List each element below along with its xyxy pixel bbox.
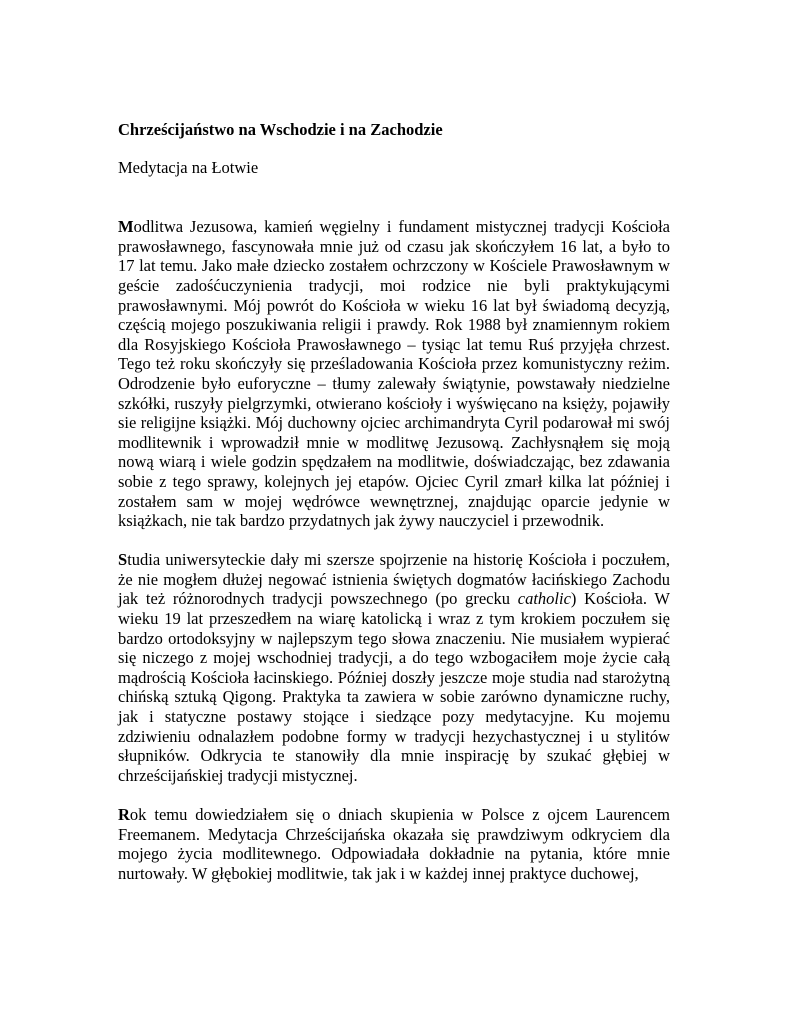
document-title: Chrześcijaństwo na Wschodzie i na Zachodzie — [118, 120, 443, 139]
paragraph-1-lead-letter: M — [118, 217, 134, 237]
paragraph-2 — [118, 550, 670, 785]
document-body — [118, 120, 670, 903]
paragraph-2-text-before: tudia uniwersyteckie dały mi szersze spojrzenie na historię Kościoła i poczułem, że nie mogłem dłużej negować istnienia świętych dogmatów łacińskiego Zachodu jak też różnorodnych tradycji powszechnego (po grecku — [118, 550, 670, 609]
paragraph-2-lead-letter: S — [118, 550, 128, 570]
paragraph-3-text: ok temu dowiedziałem się o dniach skupienia w Polsce z ojcem Laurencem Freemanem. Medytacja Chrześcijańska okazała się prawdziwym odkryciem dla mojego życia modlitewnego. Odpowiadała dokładnie na pytania, które mnie nurtowały. W głębokiej modlitwie, tak jak i w każdej innej praktyce duchowej, — [118, 805, 670, 883]
paragraph-3 — [118, 805, 670, 883]
paragraph-2-italic-term: catholic — [517, 589, 571, 609]
document-subtitle: Medytacja na Łotwie — [118, 157, 259, 177]
paragraph-1 — [118, 217, 670, 531]
paragraph-3-lead-letter: R — [118, 805, 130, 824]
paragraph-2-text-after: ) Kościoła. W wieku 19 lat przeszedłem na wiarę katolicką i wraz z tym krokiem poczułem się bardzo ortodoksyjny w najlepszym tego słowa znaczeniu. Nie musiałem wypierać się niczego z mojej wschodniej tradycji, a do tego wzbogaciłem moje życie całą mądrością Kościoła łacinskiego. Później doszły jeszcze moje studia nad starożytną chińską sztuką Qigong. Praktyka ta zawiera w sobie zarówno dynamiczne ruchy, jak i statyczne postawy stojące i siedzące pozy medytacyjne. Ku mojemu zdziwieniu odnalazłem podobne formy w tradycji hezychastycznej i u stylitów słupników. Odkrycia te stanowiły dla mnie inspirację by szukać głębiej w chrześcijańskiej tradycji mistycznej. — [118, 589, 670, 785]
paragraph-1-text: odlitwa Jezusowa, kamień węgielny i fundament mistycznej tradycji Kościoła prawosławnego, fascynowała mnie już od czasu jak skończyłem 16 lat, a było to 17 lat temu. Jako małe dziecko zostałem ochrzczony w Kościele Prawosławnym w geście zadośćuczynienia tradycji, moi rodzice nie byli praktykującymi prawosławnymi. Mój powrót do Kościoła w wieku 16 lat był świadomą decyzją, częścią mojego poszukiwania religii i prawdy. Rok 1988 był znamiennym rokiem dla Rosyjskiego Kościoła Prawosławnego – tysiąc lat temu Ruś przyjęła chrzest. Tego też roku skończyły się prześladowania Kościoła przez komunistyczny reżim. Odrodzenie było euforyczne – tłumy zalewały świątynie, powstawały niedzielne szkółki, ruszyły pielgrzymki, otwierano kościoły i wyświęcano na księży, pojawiły sie religijne książki. Mój duchowny ojciec archimandryta Cyril podarował mi swój modlitewnik i wprowadził mnie w modlitwę Jezusową. Zachłysnąłem się moją nową wiarą i wiele godzin spędzałem na modlitwie, doświadczając, bez zdawania sobie z tego sprawy, kolejnych jej etapów. Ojciec Cyril zmarł kilka lat później i zostałem sam w mojej wędrówce wewnętrznej, znajdując oparcie jedynie w książkach, nie tak bardzo przydatnych jak żywy nauczyciel i przewodnik. — [118, 217, 670, 531]
